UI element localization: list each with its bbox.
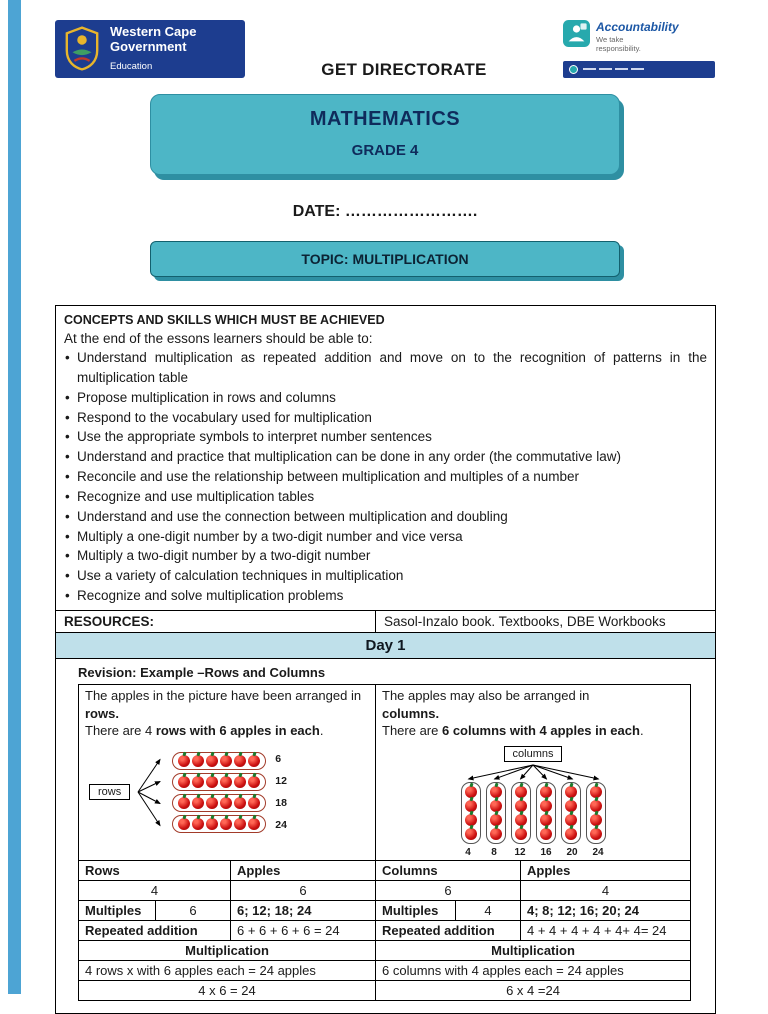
- row-total-label: 12: [275, 775, 287, 788]
- objective-bullet: • Understand multiplication as repeated addition and move on to the recognition of patterns in the multiplication table: [64, 348, 707, 388]
- example-row: [79, 684, 691, 860]
- apple-icon: [248, 818, 260, 830]
- wcg-logo: [55, 20, 245, 78]
- apple-icon: [206, 776, 218, 788]
- apple-icon: [590, 828, 602, 840]
- apple-icon: [178, 797, 190, 809]
- apple-row: [172, 773, 266, 791]
- accountability-icon: [563, 20, 590, 47]
- apple-icon: [206, 818, 218, 830]
- accountability-title: Accountability: [596, 20, 679, 34]
- objective-bullet: • Recognize and solve multiplication problems: [64, 586, 707, 606]
- apple-icon: [192, 818, 204, 830]
- rows-text-1: The apples in the picture have been arranged in: [85, 687, 362, 703]
- rows-text-2: There are 4: [85, 723, 156, 739]
- concepts-row: [56, 306, 716, 611]
- revision-title: Revision: Example –Rows and Columns: [78, 664, 326, 680]
- day-content-cell: [56, 658, 716, 1013]
- columns-arrows-icon: [458, 764, 609, 782]
- concepts-cell: [56, 306, 716, 611]
- day-header-row: [56, 632, 716, 658]
- columns-text-2: There are: [382, 723, 442, 739]
- apple-icon: [220, 818, 232, 830]
- apple-icon: [565, 828, 577, 840]
- columns-figure-label: columns: [504, 746, 563, 762]
- columns-text-1: The apples may also be arranged in: [382, 687, 590, 703]
- objective-bullet: • Understand and practice that multiplication can be done in any order (the commutative law): [64, 447, 707, 467]
- row-total-label: 18: [275, 797, 287, 810]
- objective-bullet: • Reconcile and use the relationship between multiplication and multiples of a number: [64, 467, 707, 487]
- right-multiples-list: 4; 8; 12; 16; 20; 24: [521, 900, 691, 920]
- apple-column: [486, 782, 506, 844]
- day-content-row: [56, 658, 716, 1013]
- apple-row: [172, 752, 266, 770]
- rows-apples-header-cell: Apples: [231, 860, 376, 880]
- apple-icon: [178, 755, 190, 767]
- worksheet: [55, 0, 715, 1014]
- left-multiplication-header: Multiplication: [79, 940, 376, 960]
- wcg-logo-text: [110, 25, 196, 73]
- apple-icon: [234, 776, 246, 788]
- accountability-top: [563, 20, 715, 54]
- multiplication-header-row: [79, 940, 691, 960]
- rows-arrows-icon: [137, 750, 165, 835]
- apple-column: [511, 782, 531, 844]
- left-multiples-count: 6: [156, 900, 231, 920]
- right-multiplication-header: Multiplication: [376, 940, 691, 960]
- column-total-label: 20: [566, 846, 578, 858]
- apple-icon: [220, 776, 232, 788]
- accountability-tagline-line2: responsibility.: [596, 44, 641, 54]
- wcg-name-line1: Western Cape: [110, 24, 197, 39]
- columns-header-cell: Columns: [376, 860, 521, 880]
- objective-bullet: • Multiply a one-digit number by a two-digit number and vice versa: [64, 527, 707, 547]
- columns-text-3: .: [639, 723, 644, 739]
- apple-icon: [248, 776, 260, 788]
- apple-column: [586, 782, 606, 844]
- objectives-list: [64, 348, 707, 606]
- repeated-addition-row: [79, 920, 691, 940]
- columns-text-bold-2: 6 columns with 4 apples in each: [441, 723, 640, 739]
- apple-icon: [206, 797, 218, 809]
- apple-icon: [248, 755, 260, 767]
- columns-count-cell: 6: [376, 880, 521, 900]
- accountability-tagline-line1: We take: [596, 35, 624, 44]
- columns-apple-grid: [461, 782, 606, 844]
- wcg-name-line2: Government: [110, 38, 187, 54]
- apple-column: [536, 782, 556, 844]
- left-equation: 4 x 6 = 24: [79, 980, 376, 1000]
- multiplication-sentence-row: [79, 960, 691, 980]
- subject-banner: [150, 94, 620, 175]
- objective-bullet: • Propose multiplication in rows and columns: [64, 388, 707, 408]
- count-row: [79, 880, 691, 900]
- page-header: [55, 0, 715, 80]
- resources-label: RESOURCES:: [56, 610, 376, 632]
- apple-icon: [192, 776, 204, 788]
- left-multiples-label: Multiples: [79, 900, 156, 920]
- columns-apples-header-cell: Apples: [521, 860, 691, 880]
- objective-bullet: • Use the appropriate symbols to interpret number sentences: [64, 427, 707, 447]
- date-line: DATE: …………………….: [292, 203, 478, 220]
- apple-row: [172, 815, 266, 833]
- apple-icon: [234, 818, 246, 830]
- column-total-label: 24: [592, 846, 604, 858]
- banner-text-decoration: [583, 68, 644, 70]
- apple-icon: [206, 755, 218, 767]
- table-header-row: [79, 860, 691, 880]
- apple-icon: [465, 828, 477, 840]
- directorate-title: GET DIRECTORATE: [321, 60, 487, 79]
- right-repeated-label: Repeated addition: [376, 920, 521, 940]
- column-total-label: 8: [491, 846, 497, 858]
- accountability-logo: [563, 20, 715, 78]
- subject-grade: GRADE 4: [351, 142, 419, 159]
- right-multiples-count: 4: [456, 900, 521, 920]
- objective-bullet: • Use a variety of calculation techniques in multiplication: [64, 566, 707, 586]
- concepts-heading: CONCEPTS AND SKILLS WHICH MUST BE ACHIEVED: [64, 313, 385, 327]
- accountability-words: [596, 20, 679, 54]
- apple-column: [461, 782, 481, 844]
- rows-figure-label: rows: [89, 784, 130, 800]
- apple-icon: [178, 776, 190, 788]
- columns-example-cell: [376, 684, 691, 860]
- left-multiplication-sentence: 4 rows x with 6 apples each = 24 apples: [79, 960, 376, 980]
- rows-apples-count-cell: 6: [231, 880, 376, 900]
- columns-figure: [382, 746, 684, 858]
- objective-bullet: • Recognize and use multiplication tables: [64, 487, 707, 507]
- rows-apple-grid: [172, 752, 266, 833]
- columns-apples-count-cell: 4: [521, 880, 691, 900]
- apple-row: [172, 794, 266, 812]
- rows-example-cell: [79, 684, 376, 860]
- apple-icon: [490, 828, 502, 840]
- rows-text-3: .: [319, 723, 324, 739]
- apple-column: [561, 782, 581, 844]
- objective-bullet: • Understand and use the connection between multiplication and doubling: [64, 507, 707, 527]
- column-total-label: 16: [540, 846, 552, 858]
- rows-numbers: [275, 750, 287, 835]
- objective-bullet: • Multiply a two-digit number by a two-digit number: [64, 546, 707, 566]
- rows-figure: [89, 750, 369, 835]
- topic-banner: TOPIC: MULTIPLICATION: [150, 241, 620, 277]
- row-total-label: 6: [275, 753, 282, 766]
- apple-icon: [178, 818, 190, 830]
- resources-row: [56, 610, 716, 632]
- column-total-label: 4: [465, 846, 471, 858]
- apple-icon: [248, 797, 260, 809]
- banner-emblem-icon: [569, 65, 578, 74]
- apple-icon: [515, 828, 527, 840]
- apple-icon: [192, 755, 204, 767]
- left-multiples-list: 6; 12; 18; 24: [231, 900, 376, 920]
- equation-row: [79, 980, 691, 1000]
- right-multiples-label: Multiples: [376, 900, 456, 920]
- rows-example-text: [85, 687, 369, 740]
- left-repeated-sum: 6 + 6 + 6 + 6 = 24: [231, 920, 376, 940]
- apple-icon: [234, 797, 246, 809]
- columns-example-text: [382, 687, 684, 740]
- concepts-intro: At the end of the essons learners should be able to:: [64, 331, 373, 346]
- rows-text-bold-2: rows with 6 apples in each: [155, 723, 320, 739]
- row-total-label: 24: [275, 819, 287, 832]
- left-repeated-label: Repeated addition: [79, 920, 231, 940]
- rows-header-cell: Rows: [79, 860, 231, 880]
- lesson-table: [55, 305, 716, 1014]
- apple-icon: [192, 797, 204, 809]
- apple-icon: [220, 797, 232, 809]
- columns-text-bold-1: columns.: [382, 705, 440, 721]
- subject-title: MATHEMATICS: [309, 108, 461, 130]
- right-equation: 6 x 4 =24: [376, 980, 691, 1000]
- resources-value: Sasol-Inzalo book. Textbooks, DBE Workbooks: [376, 610, 716, 632]
- apple-icon: [234, 755, 246, 767]
- rows-columns-table: [78, 684, 691, 1001]
- page-edge-bar: [8, 0, 21, 994]
- government-banner: [563, 61, 715, 78]
- coat-of-arms-icon: [63, 25, 101, 72]
- day-header: Day 1: [56, 632, 716, 658]
- columns-numbers: [458, 847, 609, 858]
- wcg-department: Education: [110, 61, 153, 73]
- column-total-label: 12: [514, 846, 526, 858]
- right-multiplication-sentence: 6 columns with 4 apples each = 24 apples: [376, 960, 691, 980]
- rows-text-bold-1: rows.: [85, 705, 119, 721]
- accountability-tagline: [596, 35, 679, 54]
- rows-count-cell: 4: [79, 880, 231, 900]
- right-repeated-sum: 4 + 4 + 4 + 4 + 4+ 4= 24: [521, 920, 691, 940]
- objective-bullet: • Respond to the vocabulary used for multiplication: [64, 408, 707, 428]
- apple-icon: [540, 828, 552, 840]
- multiples-row: [79, 900, 691, 920]
- apple-icon: [220, 755, 232, 767]
